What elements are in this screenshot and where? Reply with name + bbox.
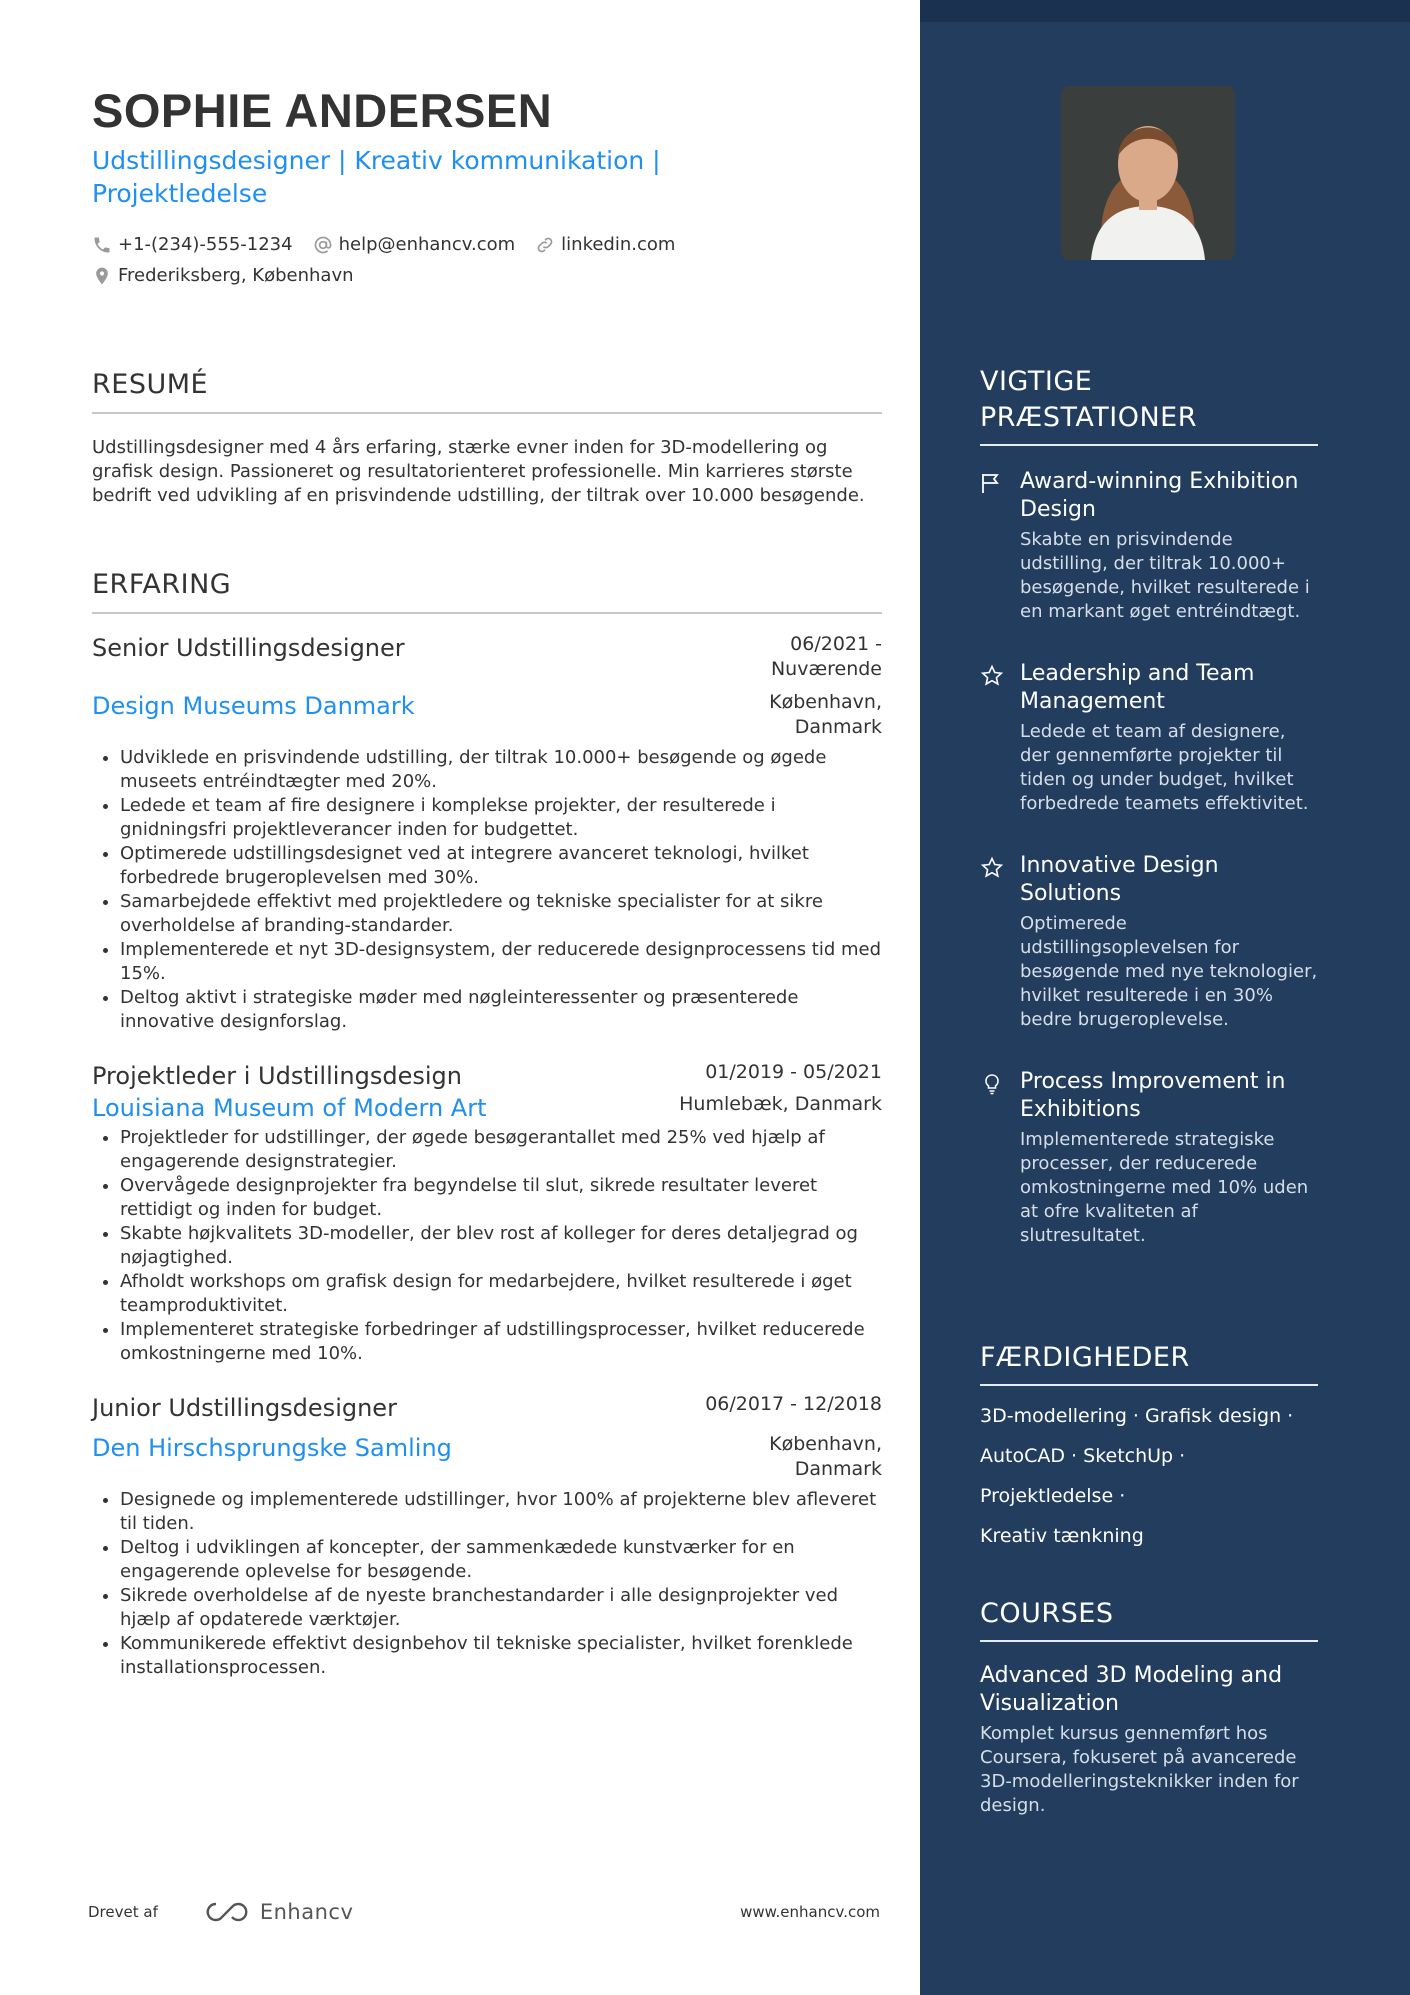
- company-name: Louisiana Museum of Modern Art: [92, 1094, 487, 1122]
- linkedin-text: linkedin.com: [561, 234, 676, 255]
- bullet: • Optimerede udstillingsdesignet ved at integrere avanceret teknologi, hvilket forbedrede brugeroplevelsen med 30%.: [120, 842, 882, 890]
- phone-icon: [92, 235, 112, 255]
- contact-row: [92, 234, 882, 255]
- bullet: • Kommunikerede effektivt designbehov til tekniske specialister, hvilket forenklede installationsprocessen.: [120, 1632, 882, 1680]
- job-title: Junior Udstillingsdesigner: [92, 1394, 397, 1422]
- job-location: Humlebæk, Danmark: [679, 1093, 882, 1115]
- achievement-desc: Skabte en prisvindende udstilling, der tiltrak 10.000+ besøgende, hvilket resulterede i en markant øget entréindtægt.: [1020, 529, 1310, 622]
- bullet: • Skabte højkvalitets 3D-modeller, der blev rost af kolleger for deres detaljegrad og nøjagtighed.: [120, 1222, 882, 1270]
- phone-text: +1-(234)-555-1234: [118, 234, 293, 255]
- achievements-title: VIGTIGE PRÆSTATIONER: [980, 364, 1318, 446]
- flag-icon: [980, 472, 1004, 494]
- contact-email[interactable]: [313, 234, 516, 255]
- job-dates: 01/2019 - 05/2021: [705, 1061, 882, 1083]
- achievement-title: Innovative Design Solutions: [1020, 853, 1219, 906]
- bullet: • Deltog i udviklingen af koncepter, der sammenkædede kunstværker for en engagerende oplevelse for besøgende.: [120, 1536, 882, 1584]
- achievement-title: Award-winning Exhibition Design: [1020, 469, 1299, 522]
- job-title: Senior Udstillingsdesigner: [92, 634, 405, 662]
- enhancv-logo[interactable]: [204, 1900, 354, 1924]
- headline: Udstillingsdesigner | Kreativ kommunikation | Projektledelse: [92, 146, 661, 208]
- contact-linkedin[interactable]: [535, 234, 675, 255]
- summary-section: [92, 368, 882, 508]
- course-desc: Komplet kursus gennemført hos Coursera, fokuseret på avancerede 3D-modelleringsteknikker inden for design.: [980, 1723, 1299, 1816]
- job-dates: 06/2017 - 12/2018: [705, 1393, 882, 1415]
- skills-line: AutoCAD · SketchUp · Projektledelse ·: [980, 1445, 1186, 1507]
- skills-title: FÆRDIGHEDER: [980, 1340, 1318, 1386]
- at-icon: [313, 235, 333, 255]
- sidebar-top-bar: [920, 0, 1410, 22]
- infinity-logo-icon: [204, 1900, 250, 1924]
- achievement-item: [980, 660, 1318, 816]
- skills-line: 3D-modellering · Grafisk design ·: [980, 1405, 1294, 1427]
- job-title: Projektleder i Udstillingsdesign: [92, 1062, 462, 1090]
- contact-location: [92, 265, 354, 286]
- skills-line: Kreativ tænkning: [980, 1525, 1144, 1547]
- bullet: • Deltog aktivt i strategiske møder med nøgleinteressenter og præsenterede innovative designforslag.: [120, 986, 882, 1034]
- profile-photo: [1061, 86, 1235, 260]
- job-bullets: [92, 1126, 882, 1366]
- skills-list: [980, 1396, 1318, 1556]
- job-location: København, Danmark: [769, 691, 882, 738]
- achievement-desc: Optimerede udstillingsoplevelsen for besøgende med nye teknologier, hvilket resulterede i en 30% bedre brugeroplevelse.: [1020, 913, 1318, 1030]
- bullet: • Designede og implementerede udstillinger, hvor 100% af projekterne blev afleveret til tiden.: [120, 1488, 882, 1536]
- bullet: • Implementeret strategiske forbedringer af udstillingsprocesser, hvilket reducerede omkostningerne med 10%.: [120, 1318, 882, 1366]
- summary-title: RESUMÉ: [92, 368, 882, 414]
- email-text: help@enhancv.com: [338, 234, 516, 255]
- courses-section: [980, 1596, 1318, 1818]
- skills-section: [980, 1340, 1318, 1556]
- achievement-item: [980, 852, 1318, 1032]
- footer-url[interactable]: www.enhancv.com: [740, 1903, 880, 1921]
- bullet: • Ledede et team af fire designere i komplekse projekter, der resulterede i gnidningsfri projektleverancer inden for budgettet.: [120, 794, 882, 842]
- experience-title: ERFARING: [92, 568, 882, 614]
- bullet: • Afholdt workshops om grafisk design for medarbejdere, hvilket resulterede i øget teamproduktivitet.: [120, 1270, 882, 1318]
- bullet: • Sikrede overholdelse af de nyeste branchestandarder i alle designprojekter ved hjælp af opdaterede værktøjer.: [120, 1584, 882, 1632]
- achievements-section: [980, 364, 1318, 1248]
- courses-title: COURSES: [980, 1596, 1318, 1642]
- location-pin-icon: [92, 266, 112, 286]
- company-name: Den Hirschsprungske Samling: [92, 1434, 452, 1462]
- contact-phone[interactable]: [92, 234, 293, 255]
- course-title: Advanced 3D Modeling and Visualization: [980, 1663, 1283, 1716]
- bullet: • Implementerede et nyt 3D-designsystem, der reducerede designprocessens tid med 15%.: [120, 938, 882, 986]
- bullet: • Projektleder for udstillinger, der øgede besøgerantallet med 25% ved hjælp af engagerende designstrategier.: [120, 1126, 882, 1174]
- powered-by-text: Drevet af: [88, 1903, 158, 1921]
- job-entry: [92, 1392, 882, 1680]
- achievement-desc: Ledede et team af designere, der gennemførte projekter til tiden og under budget, hvilket forbedrede teamets effektivitet.: [1020, 721, 1309, 814]
- star-icon: [980, 664, 1004, 688]
- company-name: Design Museums Danmark: [92, 692, 415, 720]
- contact-row-2: [92, 265, 882, 286]
- experience-section: [92, 568, 882, 1680]
- star-icon: [980, 856, 1004, 880]
- achievement-title: Leadership and Team Management: [1020, 661, 1255, 714]
- lightbulb-icon: [980, 1072, 1004, 1096]
- achievement-title: Process Improvement in Exhibitions: [1020, 1069, 1286, 1122]
- bullet: • Overvågede designprojekter fra begyndelse til slut, sikrede resultater leveret rettidigt og inden for budget.: [120, 1174, 882, 1222]
- location-text: Frederiksberg, København: [118, 265, 354, 286]
- job-entry: [92, 632, 882, 1034]
- job-entry: [92, 1060, 882, 1366]
- bullet: • Samarbejdede effektivt med projektledere og tekniske specialister for at sikre overholdelse af branding-standarder.: [120, 890, 882, 938]
- achievement-item: [980, 468, 1318, 624]
- footer: [88, 1900, 880, 1924]
- job-location: København, Danmark: [769, 1433, 882, 1480]
- link-icon: [535, 235, 555, 255]
- achievement-desc: Implementerede strategiske processer, der reducerede omkostningerne med 10% uden at ofre kvaliteten af slutresultatet.: [1020, 1129, 1309, 1246]
- achievement-item: [980, 1068, 1318, 1248]
- avatar-portrait: [1061, 86, 1235, 260]
- summary-text: Udstillingsdesigner med 4 års erfaring, stærke evner inden for 3D-modellering og grafisk design. Passioneret og resultatorienteret professionelle. Min karrieres største bedrift ved udvikling af en prisvindende udstilling, der tiltrak over 10.000 besøgende.: [92, 437, 865, 506]
- candidate-name: SOPHIE ANDERSEN: [92, 84, 553, 137]
- bullet: • Udviklede en prisvindende udstilling, der tiltrak 10.000+ besøgende og øgede museets entréindtægter med 20%.: [120, 746, 882, 794]
- job-dates: 06/2021 - Nuværende: [770, 633, 882, 680]
- job-bullets: [92, 1488, 882, 1680]
- brand-name: Enhancv: [259, 1900, 354, 1924]
- job-bullets: [92, 746, 882, 1034]
